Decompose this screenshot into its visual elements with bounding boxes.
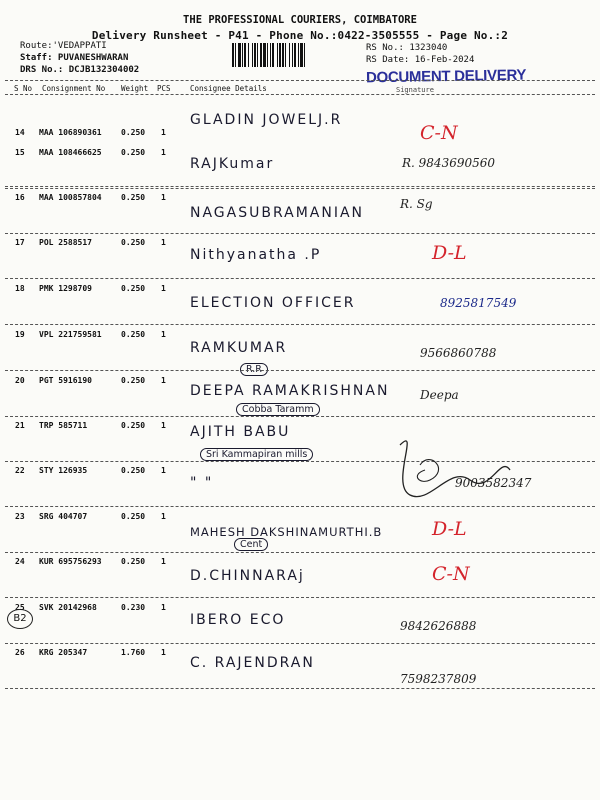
row-consignee-name: NAGASUBRAMANIAN	[190, 205, 365, 221]
rs-date: RS Date: 16-Feb-2024	[366, 55, 475, 65]
row-pcs: 1	[161, 466, 166, 475]
row-sno: 17	[15, 238, 25, 247]
row-pcs: 1	[161, 148, 166, 157]
row-divider	[5, 186, 595, 187]
row-weight: 0.250	[121, 466, 146, 475]
row-divider	[5, 688, 595, 689]
col-signature: Signature	[396, 86, 434, 94]
row-consignee-name: RAJKumar	[190, 156, 275, 172]
row-signature: D-L	[432, 518, 467, 540]
row-sno: 14	[15, 128, 25, 137]
row-signature: D-L	[432, 242, 467, 264]
barcode-bar	[305, 43, 307, 67]
row-signature: C-N	[432, 563, 470, 585]
row-weight: 0.230	[121, 603, 146, 612]
row-consignment-no: PMK 1298709	[39, 284, 92, 293]
row-signature: Deepa	[420, 388, 459, 402]
row-consignee-name: RAMKUMAR	[190, 340, 288, 356]
row-consignment-no: KUR 695756293	[39, 557, 102, 566]
row-consignment-no: MAA 106890361	[39, 128, 102, 137]
col-consignment: Consignment No	[42, 84, 106, 93]
row-consignee-name: C. RAJENDRAN	[190, 655, 315, 671]
rs-number: RS No.: 1323040	[366, 43, 448, 53]
row-consignment-no: VPL 221759581	[39, 330, 102, 339]
row-weight: 0.250	[121, 330, 146, 339]
row-consignee-name: D.CHINNARAj	[190, 568, 305, 584]
document-title: THE PROFESSIONAL COURIERS, COIMBATORE	[183, 14, 417, 26]
row-sno: 19	[15, 330, 25, 339]
row-sno: 25	[15, 603, 25, 612]
row-consignee-note: R.R	[240, 363, 268, 376]
row-divider	[5, 552, 595, 553]
row-weight: 0.250	[121, 557, 146, 566]
row-signature: 7598237809	[400, 672, 477, 686]
row-consignment-no: MAA 108466625	[39, 148, 102, 157]
row-signature: R. 9843690560	[402, 156, 496, 170]
row-consignment-no: TRP 585711	[39, 421, 88, 430]
row-sno: 23	[15, 512, 25, 521]
row-sno: 21	[15, 421, 25, 430]
route-label: Route:'VEDAPPATI	[20, 41, 107, 51]
row-pcs: 1	[161, 128, 166, 137]
row-sno: 18	[15, 284, 25, 293]
row-pcs: 1	[161, 284, 166, 293]
row-consignment-no: STY 126935	[39, 466, 88, 475]
col-weight: Weight	[121, 84, 149, 93]
row-weight: 0.250	[121, 193, 146, 202]
row-consignment-no: SRG 404707	[39, 512, 88, 521]
document-delivery-stamp: DOCUMENT DELIVERY	[365, 66, 527, 87]
row-consignee-note: Cent	[234, 538, 268, 551]
row-consignee-name: AJITH BABU	[190, 424, 291, 440]
row-consignee-note: Cobba Taramm	[236, 403, 320, 416]
col-consignee: Consignee Details	[190, 84, 267, 93]
row-divider	[5, 597, 595, 598]
row-weight: 0.250	[121, 376, 146, 385]
margin-note: B2	[7, 609, 33, 629]
row-weight: 0.250	[121, 148, 146, 157]
row-signature: 9842626888	[400, 619, 477, 633]
row-consignee-note: Sri Kammapiran mills	[200, 448, 313, 461]
divider	[5, 94, 595, 95]
row-consignee-name: Nithyanatha .P	[190, 247, 322, 263]
row-signature: 8925817549	[440, 296, 517, 310]
barcode	[232, 43, 354, 67]
row-signature: 9003582347	[455, 476, 532, 490]
col-sno: S No	[14, 84, 33, 93]
row-weight: 0.250	[121, 128, 146, 137]
row-consignment-no: SVK 20142968	[39, 603, 97, 612]
row-sno: 15	[15, 148, 25, 157]
row-sno: 16	[15, 193, 25, 202]
row-sno: 24	[15, 557, 25, 566]
row-consignee-name: ELECTION OFFICER	[190, 295, 356, 311]
row-pcs: 1	[161, 238, 166, 247]
row-divider	[5, 324, 595, 325]
row-consignment-no: POL 2588517	[39, 238, 92, 247]
row-weight: 0.250	[121, 238, 146, 247]
row-sno: 20	[15, 376, 25, 385]
drs-label: DRS No.: DCJB132304002	[20, 65, 140, 75]
row-weight: 1.760	[121, 648, 146, 657]
row-consignee-name: IBERO ECO	[190, 612, 286, 628]
row-consignment-no: PGT 5916190	[39, 376, 92, 385]
row-divider	[5, 278, 595, 279]
row-pcs: 1	[161, 603, 166, 612]
row-signature: C-N	[420, 122, 458, 144]
staff-label: Staff: PUVANESHWARAN	[20, 53, 129, 63]
row-divider	[5, 506, 595, 507]
row-consignment-no: MAA 100857804	[39, 193, 102, 202]
row-divider	[5, 643, 595, 644]
row-pcs: 1	[161, 330, 166, 339]
row-weight: 0.250	[121, 284, 146, 293]
signature-scribble	[380, 425, 520, 505]
row-sno: 22	[15, 466, 25, 475]
row-consignee-name: DEEPA RAMAKRISHNAN	[190, 383, 390, 399]
runsheet-subtitle: Delivery Runsheet - P41 - Phone No.:0422-3505555 - Page No.:2	[91, 29, 509, 42]
row-sno: 26	[15, 648, 25, 657]
row-divider	[5, 188, 595, 189]
row-consignment-no: KRG 205347	[39, 648, 88, 657]
row-divider	[5, 370, 595, 371]
row-consignee-name: " "	[190, 475, 214, 491]
row-divider	[5, 233, 595, 234]
row-consignee-name: GLADIN JOWELJ.R	[190, 112, 343, 128]
row-weight: 0.250	[121, 421, 146, 430]
row-consignee-name: MAHESH DAKSHINAMURTHI.B	[190, 525, 383, 539]
row-pcs: 1	[161, 512, 166, 521]
row-signature: R. Sg	[400, 197, 433, 211]
row-pcs: 1	[161, 648, 166, 657]
divider	[5, 80, 595, 81]
row-pcs: 1	[161, 421, 166, 430]
row-divider	[5, 416, 595, 417]
row-pcs: 1	[161, 376, 166, 385]
col-pcs: PCS	[157, 84, 171, 93]
row-weight: 0.250	[121, 512, 146, 521]
row-pcs: 1	[161, 557, 166, 566]
row-signature: 9566860788	[420, 346, 497, 360]
row-pcs: 1	[161, 193, 166, 202]
